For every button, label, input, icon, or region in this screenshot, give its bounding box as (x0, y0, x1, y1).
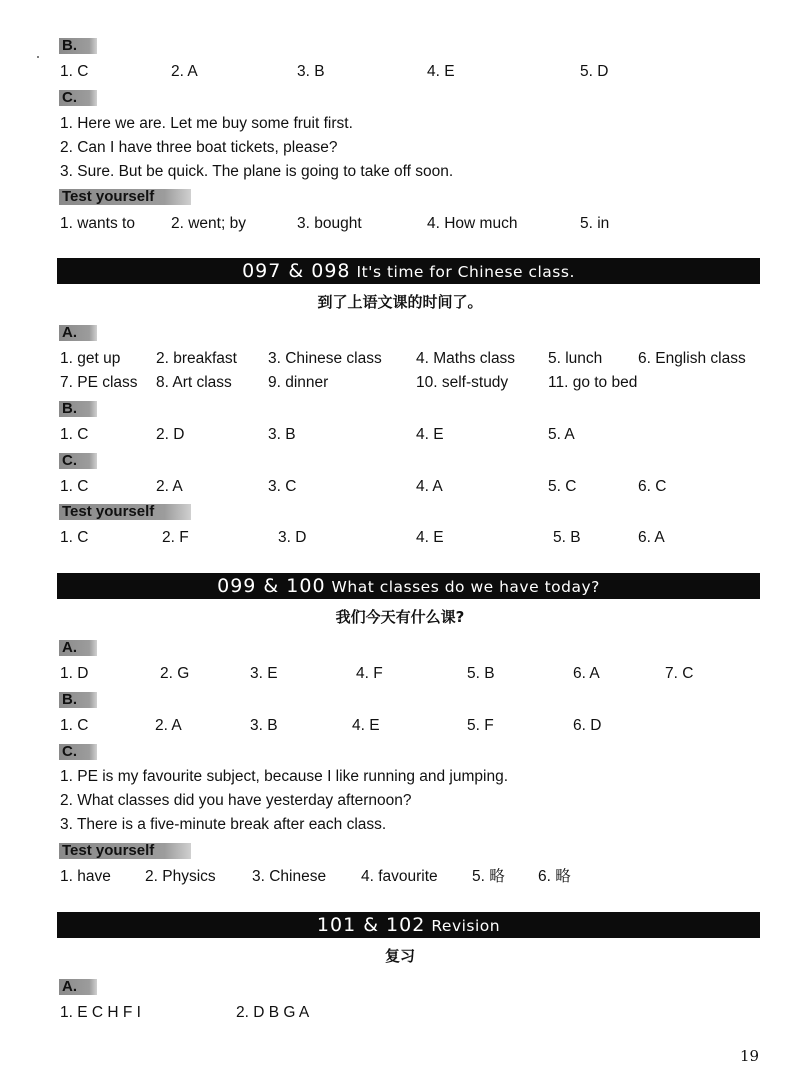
answer-item: 3. C (268, 478, 297, 495)
answer-item: 4. E (416, 529, 444, 546)
answer-item: 5. 略 (472, 868, 505, 885)
answer-item: 2. G (160, 665, 190, 682)
unit-title-bar (57, 573, 760, 599)
answer-item: 4. E (416, 426, 444, 443)
answer-item: 3. Chinese class (268, 350, 382, 367)
page-number: 19 (740, 1047, 760, 1065)
unit-number: 101 & 102 (316, 914, 426, 936)
answer-item: 2. Physics (145, 868, 216, 885)
answer-item: 1. E C H F I (60, 1004, 141, 1021)
answer-item: 3. E (250, 665, 278, 682)
unit-subtitle: 到了上语文课的时间了。 (317, 293, 483, 311)
unit-title-bar (57, 258, 760, 284)
answer-item: 5. A (548, 426, 575, 443)
unit-number: 099 & 100 (217, 575, 326, 597)
answer-item: 4. How much (427, 215, 518, 232)
answer-item: 1. C (60, 478, 89, 495)
answer-item: 2. breakfast (156, 350, 237, 367)
answer-item: 6. A (573, 665, 600, 682)
answer-item: 6. D (573, 717, 602, 734)
answer-item: 10. self-study (416, 374, 509, 391)
answer-item: 6. 略 (538, 868, 571, 885)
answer-item: 2. A (156, 478, 183, 495)
answer-item: 1. C (60, 529, 89, 546)
section-label-c: C. (59, 453, 97, 469)
answer-item: 3. bought (297, 215, 362, 232)
answer-item: 4. favourite (361, 868, 438, 885)
answer-item: 5. B (553, 529, 581, 546)
answer-item: 5. C (548, 478, 577, 495)
answer-item: 1. C (60, 717, 89, 734)
answer-item: 1. get up (60, 350, 121, 367)
section-label-test-yourself: Test yourself (59, 189, 191, 205)
answer-item: 6. English class (638, 350, 746, 367)
answer-item: 4. Maths class (416, 350, 516, 367)
answer-sentence: 1. PE is my favourite subject, because I like running and jumping. (60, 768, 509, 785)
unit-number: 097 & 098 (242, 260, 351, 282)
answer-item: 1. D (60, 665, 89, 682)
answer-item: 5. B (467, 665, 495, 682)
answer-item: 5. F (467, 717, 494, 734)
section-label-test-yourself: Test yourself (59, 843, 191, 859)
answer-sentence: 2. Can I have three boat tickets, please? (60, 139, 338, 156)
answer-item: 3. B (297, 63, 325, 80)
answer-item: 2. A (155, 717, 182, 734)
answer-sentence: 1. Here we are. Let me buy some fruit first. (60, 115, 353, 132)
answer-item: 3. B (250, 717, 278, 734)
section-label-c: C. (59, 744, 97, 760)
answer-item: 8. Art class (156, 374, 232, 391)
answer-item: 3. Chinese (252, 868, 327, 885)
answer-sentence: 2. What classes did you have yesterday afternoon? (60, 792, 412, 809)
answer-item: 5. lunch (548, 350, 603, 367)
section-label-c: C. (59, 90, 97, 106)
unit-title-bar (57, 912, 760, 938)
unit-subtitle: 我们今天有什么课? (335, 608, 465, 626)
unit-title: It's time for Chinese class. (356, 263, 575, 281)
section-label-a: A. (59, 325, 97, 341)
scan-speck (37, 56, 39, 58)
answer-item: 7. PE class (60, 374, 138, 391)
answer-item: 9. dinner (268, 374, 329, 391)
answer-sentence: 3. Sure. But be quick. The plane is going to take off soon. (60, 163, 454, 180)
unit-title: What classes do we have today? (331, 578, 600, 596)
answer-item: 4. F (356, 665, 383, 682)
answer-item: 2. D (156, 426, 185, 443)
section-label-b: B. (59, 38, 97, 54)
answer-item: 3. B (268, 426, 296, 443)
answer-item: 1. wants to (60, 215, 135, 232)
answer-item: 3. D (278, 529, 307, 546)
answer-item: 1. C (60, 63, 89, 80)
answer-item: 2. F (162, 529, 189, 546)
answer-item: 5. in (580, 215, 610, 232)
answer-item: 11. go to bed (548, 374, 638, 391)
answer-item: 2. went; by (171, 215, 246, 232)
answer-item: 2. D B G A (236, 1004, 310, 1021)
section-label-test-yourself: Test yourself (59, 504, 191, 520)
answer-item: 6. C (638, 478, 667, 495)
answer-item: 2. A (171, 63, 198, 80)
answer-item: 4. E (427, 63, 455, 80)
answer-item: 6. A (638, 529, 665, 546)
unit-subtitle: 复习 (384, 947, 415, 965)
section-label-b: B. (59, 692, 97, 708)
section-label-a: A. (59, 640, 97, 656)
answer-item: 1. C (60, 426, 89, 443)
unit-title: Revision (431, 917, 501, 935)
answer-item: 4. E (352, 717, 380, 734)
answer-item: 7. C (665, 665, 694, 682)
section-label-b: B. (59, 401, 97, 417)
answer-item: 4. A (416, 478, 443, 495)
answer-item: 5. D (580, 63, 609, 80)
answer-sentence: 3. There is a five-minute break after each class. (60, 816, 387, 833)
answer-item: 1. have (60, 868, 111, 885)
section-label-a: A. (59, 979, 97, 995)
